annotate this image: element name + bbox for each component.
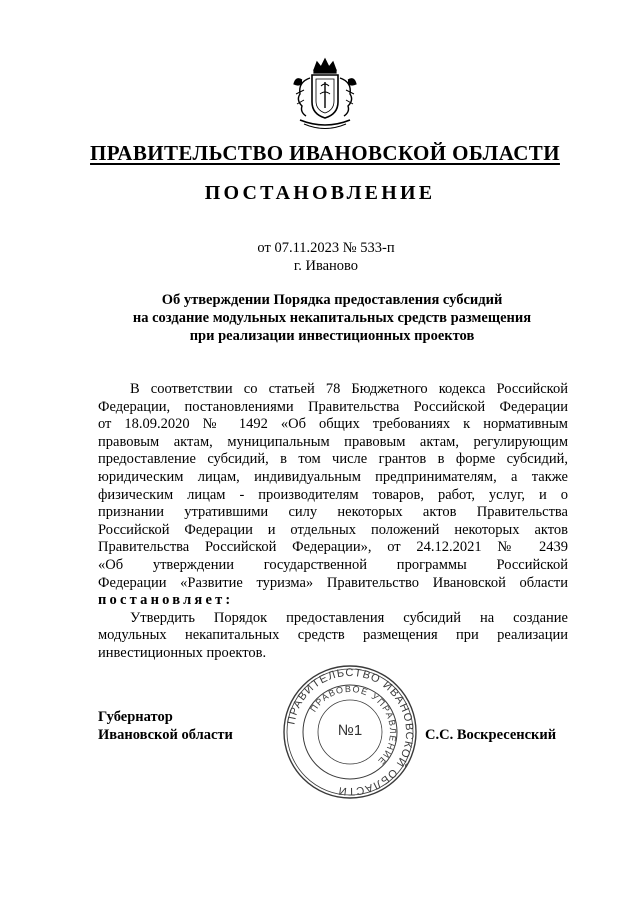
body-line: Федерации «Развитие туризма» Правительство Ивановской области [98,574,568,591]
decree-colon: : [225,592,231,609]
document-heading [100,291,564,345]
signatory-position [98,708,233,744]
ivanovo-coat-of-arms-icon [290,56,360,134]
body-line: В соответствии со статьей 78 Бюджетного кодекса Российской [130,381,568,397]
stamp-number: №1 [337,722,363,739]
official-stamp [282,664,418,800]
svg-text:ПРАВОВОЕ УПРАВЛЕНИЕ: ПРАВОВОЕ УПРАВЛЕНИЕ [308,683,399,768]
heading-line: на создание модульных некапитальных средств размещения [132,310,532,326]
document-date-number: от 07.11.2023 № 533-п [257,240,395,256]
body-line: Российской Федерации и отдельных положений некоторых актов [98,521,568,538]
body-line: инвестиционных проектов. [98,644,267,661]
body-line: Утвердить Порядок предоставления субсидий на создание [130,609,568,626]
body-line: правовым актам, муниципальным правовым актам, регулирующим [98,433,568,450]
document-city: г. Иваново [293,258,359,274]
svg-text:ПРАВИТЕЛЬСТВО ИВАНОВСКОЙ ОБЛАС: ПРАВИТЕЛЬСТВО ИВАНОВСКОЙ ОБЛАСТИ [285,666,416,798]
body-line: юридическим лицам, индивидуальным предпринимателям, а также [98,468,568,485]
body-line: Правительства Российской Федерации», от 24.12.2021 № 2439 [98,539,568,556]
document-type: ПОСТАНОВЛЕНИЕ [204,182,436,204]
signatory-position-line: Ивановской области [98,727,233,743]
heading-line: при реализации инвестиционных проектов [189,328,475,344]
body-line: модульных некапитальных средств размещения при реализации [98,627,568,644]
body-line: признании утратившими силу некоторых актов Правительства [98,504,568,521]
body-line: «Об утверждении государственной программы Российской [98,556,568,573]
body-line: от 18.09.2020 № 1492 «Об общих требованиях к нормативным [98,416,568,433]
body-line: Федерации, постановлениями Правительства Российской Федерации [98,398,568,415]
body-line: физическим лицам - производителям товаров, работ, услуг, и о [98,486,568,503]
heading-line: Об утверждении Порядка предоставления субсидий [161,292,503,308]
document-body [98,381,568,663]
signatory-name: С.С. Воскресенский [425,727,557,743]
decree-line [98,592,568,610]
body-line: предоставление субсидий, в том числе грантов в форме субсидий, [98,451,568,468]
signatory-position-line: Губернатор [98,709,173,725]
decree-word: постановляет [98,592,226,609]
government-title: ПРАВИТЕЛЬСТВО ИВАНОВСКОЙ ОБЛАСТИ [90,141,560,165]
